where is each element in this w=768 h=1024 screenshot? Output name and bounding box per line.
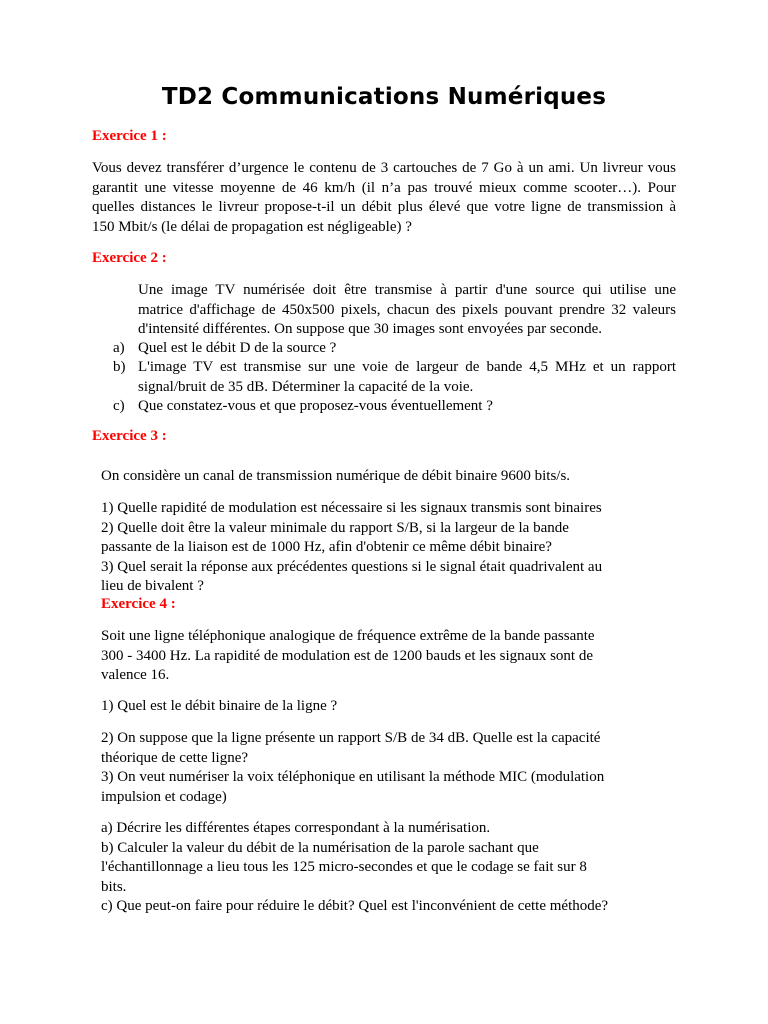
exercise-3-line: 2) Quelle doit être la valeur minimale du rapport S/B, si la largeur de la bande	[101, 519, 569, 536]
exercise-1-line: garantit une vitesse moyenne de 46 km/h (il n’a pas trouvé mieux comme scooter…). Pour	[92, 179, 676, 196]
exercise-2-intro-line: d'intensité différentes. On suppose que 30 images sont envoyées par seconde.	[138, 321, 602, 337]
list-marker: a)	[113, 340, 125, 356]
exercise-4-sub-line: bits.	[101, 878, 127, 895]
exercise-4-line: théorique de cette ligne?	[101, 749, 249, 766]
list-text: Que constatez-vous et que proposez-vous éventuellement ?	[138, 398, 493, 414]
exercise-4-intro-line: Soit une ligne téléphonique analogique de fréquence extrême de la bande passante	[101, 628, 595, 644]
exercise-4-line: impulsion et codage)	[101, 788, 227, 805]
exercise-2-item-c	[113, 397, 676, 417]
list-text	[138, 358, 676, 397]
list-text-line: L'image TV est transmise sur une voie de largeur de bande 4,5 MHz et un rapport	[138, 359, 676, 375]
exercise-1-text	[92, 159, 676, 237]
list-marker: b)	[113, 359, 126, 375]
exercise-4-intro-line: valence 16.	[101, 667, 170, 683]
exercise-1-heading: Exercice 1 :	[92, 128, 167, 144]
exercise-1-line: 150 Mbit/s (le délai de propagation est négligeable) ?	[92, 218, 412, 235]
exercise-3-line: 1) Quelle rapidité de modulation est nécessaire si les signaux transmis sont binaires	[101, 500, 602, 516]
exercise-4-intro	[101, 627, 631, 686]
exercise-2-intro-line: Une image TV numérisée doit être transmise à partir d'une source qui utilise une	[138, 282, 676, 298]
exercise-4-questions-2-3	[101, 729, 631, 807]
exercise-4-question-1: 1) Quel est le débit binaire de la ligne ?	[101, 698, 338, 714]
list-text: Quel est le débit D de la source ?	[138, 340, 337, 356]
exercise-4-sub-line: a) Décrire les différentes étapes correspondant à la numérisation.	[101, 820, 491, 836]
exercise-4-sub-line: c) Que peut-on faire pour réduire le débit? Quel est l'inconvénient de cette méthode?	[101, 898, 609, 914]
exercise-4-subquestions	[101, 819, 641, 917]
list-marker: c)	[113, 398, 125, 414]
exercise-3-line: passante de la liaison est de 1000 Hz, afin d'obtenir ce même débit binaire?	[101, 539, 552, 555]
exercise-4-line: 2) On suppose que la ligne présente un rapport S/B de 34 dB. Quelle est la capacité	[101, 730, 601, 746]
exercise-3-line: 3) Quel serait la réponse aux précédentes questions si le signal était quadrivalent au	[101, 558, 603, 575]
exercise-3-heading: Exercice 3 :	[92, 428, 167, 444]
exercise-3-line: lieu de bivalent ?	[101, 578, 204, 594]
exercise-2-item-a	[113, 339, 676, 359]
exercise-4-line: 3) On veut numériser la voix téléphonique en utilisant la méthode MIC (modulation	[101, 769, 605, 785]
exercise-1-line: quelles distances le livreur propose-t-il un débit plus élevé que votre ligne de transmission à	[92, 199, 676, 215]
exercise-3-questions	[101, 499, 631, 597]
exercise-4-sub-line: l'échantillonnage a lieu tous les 125 micro-secondes et que le codage se fait sur 8	[101, 859, 587, 875]
exercise-4-heading: Exercice 4 :	[101, 596, 176, 612]
exercise-2-item-b	[113, 358, 676, 398]
exercise-2-heading: Exercice 2 :	[92, 250, 167, 266]
list-text-line: signal/bruit de 35 dB. Déterminer la capacité de la voie.	[138, 378, 474, 395]
exercise-4-intro-line: 300 - 3400 Hz. La rapidité de modulation est de 1200 bauds et les signaux sont de	[101, 647, 593, 664]
exercise-2-intro	[138, 281, 676, 340]
page-title: TD2 Communications Numériques	[161, 84, 607, 110]
exercise-4-sub-line: b) Calculer la valeur du débit de la numérisation de la parole sachant que	[101, 839, 539, 856]
exercise-2-intro-line: matrice d'affichage de 450x500 pixels, chacun des pixels pouvant prendre 32 valeurs	[138, 301, 676, 318]
exercise-3-intro: On considère un canal de transmission numérique de débit binaire 9600 bits/s.	[101, 468, 571, 484]
exercise-1-line: Vous devez transférer d’urgence le contenu de 3 cartouches de 7 Go à un ami. Un livreur vous	[92, 160, 676, 176]
